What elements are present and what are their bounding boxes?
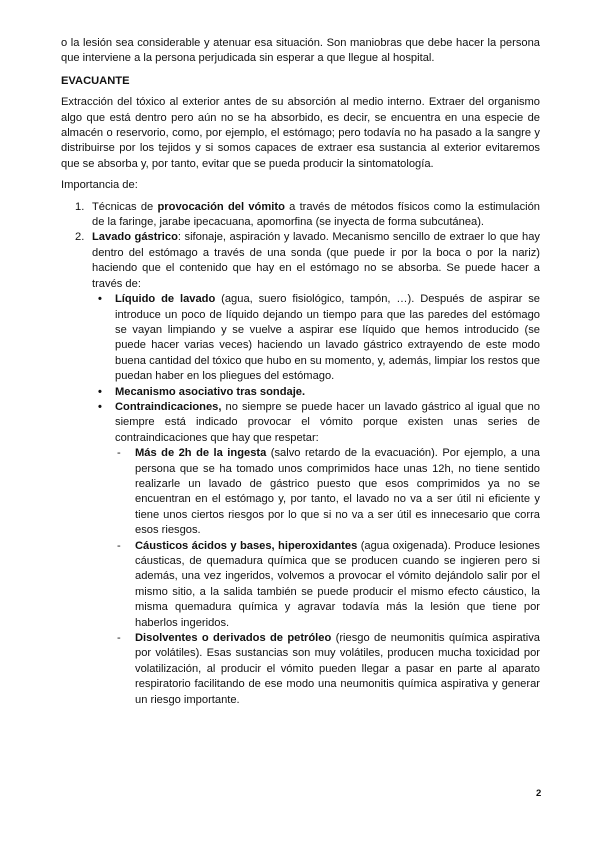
dash-item-text: (salvo retardo de la evacuación). Por ejemplo, a una persona que se ha tomado unos comprimidos hace unas 12h, no tiene sentido realizarle un lavado de gástrico puesto que esos comprimidos ya no se encuentran en el estómago y, por tanto, el lavado no va a ser útil ni eficiente y tiene unos ciertos riesgos por lo que si no va a ser útil es innecesario que corra esos riesgos. — [135, 447, 540, 537]
list-item-1 — [61, 200, 540, 231]
list-item-text-pre: Técnicas de — [92, 200, 158, 213]
numbered-list — [61, 200, 540, 708]
list-item-2 — [61, 230, 540, 708]
page-number: 2 — [536, 788, 542, 799]
dash-icon: - — [117, 539, 121, 552]
list-number: 1. — [75, 200, 85, 213]
bullet-item-bold: Mecanismo asociativo tras sondaje. — [115, 385, 306, 398]
dash-item-text: (agua oxigenada). Produce lesiones cáusticas, de quemadura química que se producen cuando se ingieren pero si además, una vez ingeridos, volvemos a provocar el vómito dejándolo salir por el mismo sitio, a la salida también se puede producir el mismo efecto cáustico, la misma quemadura química y agravar todavía más la lesión que tiene por haberlos ingeridos. — [135, 539, 541, 629]
dash-item — [115, 631, 540, 708]
bullet-icon: • — [98, 400, 102, 413]
dash-icon: - — [117, 632, 121, 645]
bullet-item-bold: Contraindicaciones, — [115, 400, 222, 413]
list-item-bold: Lavado gástrico — [92, 231, 178, 244]
bullet-item-text: (agua, suero fisiológico, tampón, …). Después de aspirar se introduce un poco de líquido dejando un tiempo para que las paredes del estómago se vayan limpiando y se vuelve a aspirar ese líquido que hemos introducido (se puede hacer varias veces) haciendo un lavado gástrico extrayendo de este modo buena cantidad del tóxico que hubo en su momento, y, además, limpiar los restos que puedan haber en los pliegues del estómago. — [115, 293, 540, 383]
dash-item-bold: Más de 2h de la ingesta — [135, 447, 267, 460]
list-item-bold: provocación del vómito — [157, 200, 285, 213]
dash-list — [115, 446, 540, 708]
document-page — [61, 36, 540, 708]
dash-item-bold: Cáusticos ácidos y bases, hiperoxidantes — [135, 539, 358, 552]
dash-icon: - — [117, 447, 121, 460]
importancia-label: Importancia de: — [61, 179, 138, 192]
bullet-item — [92, 385, 540, 400]
bullet-list — [92, 292, 540, 708]
bullet-icon: • — [98, 293, 102, 306]
section-heading: EVACUANTE — [61, 74, 130, 87]
bullet-item — [92, 400, 540, 708]
bullet-item — [92, 292, 540, 384]
body-paragraph: Extracción del tóxico al exterior antes de su absorción al medio interno. Extraer del organismo algo que está dentro pero aún no se ha absorbido, es decir, se encuentra en una especie de almacén o reservorio, como, por ejemplo, el estómago; pero todavía no ha pasado a la sangre y distribuirse por los tejidos y si somos capaces de extraer esa sustancia al exterior evitaremos que se absorba y, por tanto, evitar que se pueda producir la sintomatología. — [61, 96, 540, 170]
dash-item — [115, 539, 540, 631]
bullet-item-text: no siempre se puede hacer un lavado gástrico al igual que no siempre está indicado provocar el vómito porque existen unas series de contraindicaciones que hay que respetar: — [115, 400, 540, 444]
dash-item-text: (riesgo de neumonitis química aspirativa por volátiles). Esas sustancias son muy volátiles, producen mucha toxicidad por volatilización, al producir el vómito pueden llegar a pasar en parte al aparato respiratorio facilitando de ese modo una neumonitis química aspirativa y generar un riesgo importante. — [135, 632, 540, 706]
list-item-text-post: : sifonaje, aspiración y lavado. Mecanismo sencillo de extraer lo que hay dentro del estómago a través de una sonda (que puede ir por la boca o por la nariz) haciendo que el contenido que hay en el estómago no se absorba. Se puede hacer a través de: — [92, 231, 540, 290]
bullet-icon: • — [98, 385, 102, 398]
bullet-item-bold: Líquido de lavado — [115, 293, 216, 306]
intro-paragraph: o la lesión sea considerable y atenuar esa situación. Son maniobras que debe hacer la persona que interviene a la persona perjudicada sin esperar a que llegue al hospital. — [61, 37, 540, 65]
dash-item — [115, 446, 540, 538]
list-number: 2. — [75, 231, 85, 244]
dash-item-bold: Disolventes o derivados de petróleo — [135, 632, 332, 645]
list-item-text-post: a través de métodos físicos como la estimulación de la faringe, jarabe ipecacuana, apomorfina (se inyecta de forma subcutánea). — [92, 200, 541, 229]
